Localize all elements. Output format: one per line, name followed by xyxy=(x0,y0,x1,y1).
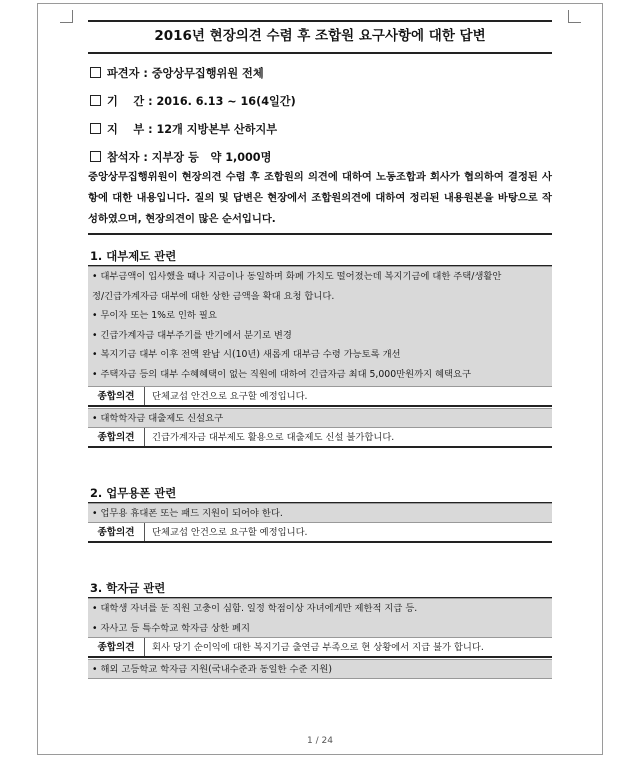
intro-divider xyxy=(88,233,552,235)
checkbox-square-icon xyxy=(90,151,101,162)
response-row xyxy=(88,638,552,658)
response-row xyxy=(88,387,552,407)
response-label: 종합의견 xyxy=(88,387,145,405)
section-heading-tuition: 3. 학자금 관련 xyxy=(90,581,166,595)
list-item: • 주택자금 등의 대부 수혜혜택이 없는 직원에 대하여 긴급자금 최대 5,000만원까지 혜택요구 xyxy=(92,368,471,380)
checkbox-square-icon xyxy=(90,67,101,78)
document-title: 2016년 현장의견 수렴 후 조합원 요구사항에 대한 답변 xyxy=(88,20,552,54)
checkbox-square-icon xyxy=(90,123,101,134)
intro-paragraph: 중앙상무집행위원이 현장의견 수렴 후 조합원의 의견에 대하여 노동조합과 회사가 협의하여 결정된 사항에 대한 내용입니다. 질의 및 답변은 현장에서 조합원의견에 대하여 정리된 내용원본을 바탕으로 작성하였으며, 현장의견이 많은 순서입니다. xyxy=(88,171,552,225)
checkbox-square-icon xyxy=(90,95,101,106)
requests-box-loan xyxy=(88,266,552,387)
list-item: • 대부금액이 입사했을 때나 지금이나 동일하며 화폐 가치도 떨어졌는데 복지기금에 대한 주택/생활안 xyxy=(92,271,502,282)
requests-box-overseas-tuition xyxy=(88,659,552,679)
list-item: • 업무용 휴대폰 또는 패드 지원이 되어야 한다. xyxy=(92,508,283,519)
section-heading-loan: 1. 대부제도 관련 xyxy=(90,249,177,263)
response-row xyxy=(88,428,552,448)
section-heading-work-phone: 2. 업무용폰 관련 xyxy=(90,486,177,500)
response-row xyxy=(88,523,552,543)
page-number: 1 / 24 xyxy=(307,736,333,746)
list-item: • 긴급가계자금 대부주기를 반기에서 분기로 변경 xyxy=(92,329,292,341)
list-item: • 복지기금 대부 이후 전액 완납 시(10년) 새롭게 대부금 수령 가능토록 개선 xyxy=(92,349,401,361)
crop-mark-top-right xyxy=(568,10,581,23)
info-dispatcher: 파견자 : 중앙상무집행위원 전체 xyxy=(90,65,264,81)
info-attendees: 참석자 : 지부장 등 약 1,000명 xyxy=(90,149,271,165)
response-text: 단체교섭 안건으로 요구할 예정입니다. xyxy=(152,391,308,402)
crop-mark-top-left xyxy=(60,10,73,23)
response-text: 단체교섭 안건으로 요구할 예정입니다. xyxy=(152,527,308,538)
requests-box-tuition-loan xyxy=(88,408,552,428)
list-item: • 대학생 자녀를 둔 직원 고충이 심함. 일정 학점이상 자녀에게만 제한적 지급 등. xyxy=(92,603,418,614)
list-item: 정/긴급가계자금 대부에 대한 상한 금액을 확대 요청 합니다. xyxy=(92,290,335,302)
list-item: • 무이자 또는 1%로 인하 필요 xyxy=(92,310,217,322)
list-item: • 자사고 등 특수학교 학자금 상한 폐지 xyxy=(92,622,250,634)
response-text: 회사 당기 순이익에 대한 복지기금 출연금 부족으로 현 상황에서 지급 불가 합니다. xyxy=(152,642,484,653)
response-label: 종합의견 xyxy=(88,523,145,541)
requests-box-tuition xyxy=(88,598,552,638)
response-text: 긴급가계자금 대부제도 활용으로 대출제도 신설 불가합니다. xyxy=(152,432,395,443)
response-label: 종합의견 xyxy=(88,428,145,446)
info-branch: 지 부 : 12개 지방본부 산하지부 xyxy=(90,121,277,137)
info-period: 기 간 : 2016. 6.13 ~ 16(4일간) xyxy=(90,93,296,109)
list-item: • 대학학자금 대출제도 신설요구 xyxy=(92,413,224,424)
requests-box-work-phone xyxy=(88,503,552,523)
response-label: 종합의견 xyxy=(88,638,145,656)
list-item: • 해외 고등학교 학자금 지원(국내수준과 동일한 수준 지원) xyxy=(92,664,332,675)
